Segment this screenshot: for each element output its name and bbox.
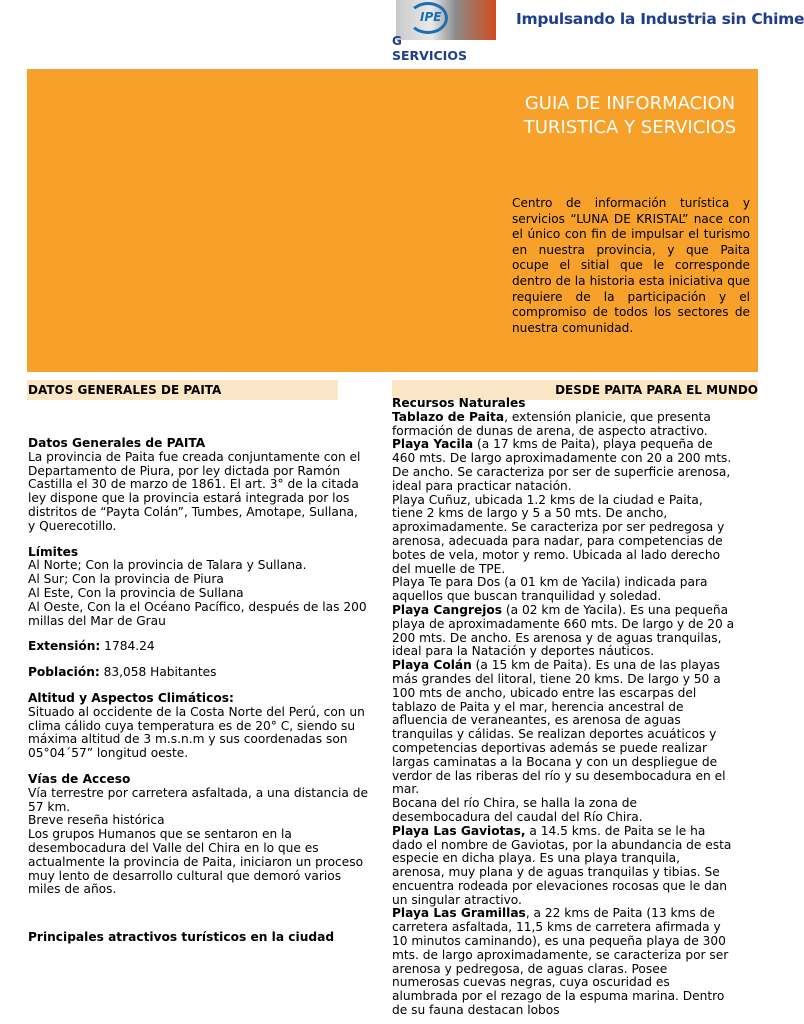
- extension-line: [28, 640, 368, 654]
- limites-heading: Límites: [28, 544, 79, 559]
- limites-este: Al Este, Con la provincia de Sullana: [28, 585, 244, 600]
- limites-sur: Al Sur; Con la provincia de Piura: [28, 572, 224, 587]
- section-heading-mundo: DESDE PAITA PARA EL MUNDO: [392, 380, 758, 400]
- yacila-text: (a 17 kms de Paita), playa pequeña de 460 mts. De largo aproximadamente con 20 a 200 mts. De ancho. Se caracteriza por ser de superficie arenosa, ideal para practicar natación.: [392, 437, 732, 493]
- cangrejos-name: Playa Cangrejos: [392, 602, 503, 617]
- banner-slogan: Impulsando la Industria sin Chime: [516, 10, 804, 28]
- gaviotas-text: a 14.5 kms. de Paita se le ha dado el nombre de Gaviotas, por la abundancia de esta especie en dicha playa. Es una playa tranquila, arenosa, muy plana y de aguas tranquilas y tibias. Se encuentra rodeada por elevaciones rocosas que le dan un singular atractivo.: [392, 823, 732, 907]
- guide-intro: Centro de información turística y servicios “LUNA DE KRISTAL” nace con el único con fin de impulsar el turismo en nuestra provincia, y que Paita ocupe el sitial que le corresponde dentro de la historia esta iniciativa que requiere de la participación y el compromiso de todos los sectores de nuestra comunidad.: [512, 196, 750, 335]
- tablazo-paragraph: [392, 411, 736, 439]
- tablazo-name: Tablazo de Paita: [392, 409, 505, 424]
- gaviotas-name: Playa Las Gaviotas,: [392, 823, 526, 838]
- recursos-heading: Recursos Naturales: [392, 396, 526, 410]
- cangrejos-text: (a 02 km de Yacila). Es una pequeña playa de aproximadamente 660 mts. De largo y de 20 a 200 mts. De ancho. Es arenosa y de aguas tranquilas, ideal para la Natación y deportes náuticos.: [392, 602, 735, 659]
- section-heading-datos: DATOS GENERALES DE PAITA: [27, 380, 338, 400]
- cunuz-paragraph: Playa Cuñuz, ubicada 1.2 kms de la ciudad e Paita, tiene 2 kms de largo y 5 a 50 mts. De ancho, aproximadamente. Se caracteriza por ser pedregosa y arenosa, adecuada para nadar, para competencias de botes de vela, motor y remo. Ubicada al lado derecho del muelle de TPE.: [392, 492, 725, 576]
- header-servicios: SERVICIOS: [392, 48, 467, 63]
- header-cut-letter: G: [392, 34, 402, 48]
- cangrejos-paragraph: [392, 604, 736, 659]
- header-banner: [392, 0, 804, 40]
- limites-norte: Al Norte; Con la provincia de Talara y Sullana.: [28, 558, 307, 573]
- logo-text: IPE: [420, 10, 442, 24]
- company-logo: [396, 0, 496, 40]
- yacila-name: Playa Yacila: [392, 437, 474, 452]
- altitud-heading: Altitud y Aspectos Climáticos:: [28, 690, 234, 705]
- poblacion-value: 83,058 Habitantes: [99, 665, 217, 680]
- datos-text: La provincia de Paita fue creada conjuntamente con el Departamento de Piura, por ley dictada por Ramón Castilla el 30 de marzo de 1861. El art. 3° de la citada ley dispone que la provincia estará integrada por los distritos de “Payta Colán”, Tumbes, Amotape, Sullana, y Querecotillo.: [28, 449, 361, 533]
- limites-oeste: Al Oeste, Con la el Océano Pacífico, después de las 200 millas del Mar de Grau: [28, 599, 367, 628]
- extension-value: 1784.24: [100, 639, 155, 654]
- right-column: [392, 397, 736, 1018]
- extension-label: Extensión:: [28, 639, 101, 654]
- vias-heading: Vías de Acceso: [28, 771, 131, 786]
- tepara-paragraph: Playa Te para Dos (a 01 km de Yacila) indicada para aquellos que buscan tranquilidad y soledad.: [392, 575, 708, 604]
- atractivos-heading: Principales atractivos turísticos en la ciudad: [28, 930, 335, 945]
- poblacion-label: Población:: [28, 665, 100, 680]
- datos-heading: Datos Generales de PAITA: [28, 436, 206, 450]
- gramillas-paragraph: [392, 907, 736, 1017]
- gramillas-text: , a 22 kms de Paita (13 kms de carretera asfaltada, 11,5 kms de carretera afirmada y 10 minutos caminando), es una pequeña playa de 300 mts. de largo aproximadamente, se caracteriza por ser arenosa y pedregosa, de aguas claras. Posee numerosas cuevas negras, cuya oscuridad es alumbrada por el rezago de la espuma marina. Dentro de su fauna destacan lobos: [392, 906, 729, 1018]
- gramillas-name: Playa Las Gramillas: [392, 906, 526, 921]
- colan-paragraph: [392, 659, 736, 797]
- colan-text: (a 15 km de Paita). Es una de las playas más grandes del litoral, tiene 20 kms. De largo y 50 a 100 mts de ancho, ubicado entre las escarpas del tablazo de Paita y el mar, herencia ancestral de afluencia de veraneantes, es arenosa de aguas tranquilas y cálidas. Se realizan deportes acuáticos y competencias deportivas además se puede realizar largas caminatas a la Bocana y con un despliegue de verdor de las riberas del río y su desembocadura en el mar.: [392, 658, 726, 797]
- resena-heading: Breve reseña histórica: [28, 813, 165, 828]
- gaviotas-paragraph: [392, 825, 736, 908]
- vias-text: Vía terrestre por carretera asfaltada, a una distancia de 57 km.: [28, 785, 368, 814]
- left-column: [28, 437, 368, 945]
- guide-title: GUIA DE INFORMACION TURISTICA Y SERVICIOS: [523, 93, 737, 138]
- colan-name: Playa Colán: [392, 658, 472, 673]
- yacila-paragraph: [392, 438, 736, 493]
- resena-text: Los grupos Humanos que se sentaron en la desembocadura del Valle del Chira en lo que es actualmente la provincia de Paita, iniciaron un proceso muy lento de desarrollo cultural que demoró varios miles de años.: [28, 827, 364, 897]
- tablazo-text: , extensión planicie, que presenta formación de dunas de arena, de aspecto atractivo.: [392, 409, 711, 438]
- bocana-paragraph: Bocana del río Chira, se halla la zona de desembocadura del caudal del Río Chira.: [392, 796, 643, 824]
- altitud-text: Situado al occidente de la Costa Norte del Perú, con un clima cálido cuya temperatura es de 20° C, siendo su máxima altitud de 3 m.s.n.m y sus coordenadas son 05°04´57” longitud oeste.: [28, 704, 365, 761]
- poblacion-line: [28, 666, 368, 680]
